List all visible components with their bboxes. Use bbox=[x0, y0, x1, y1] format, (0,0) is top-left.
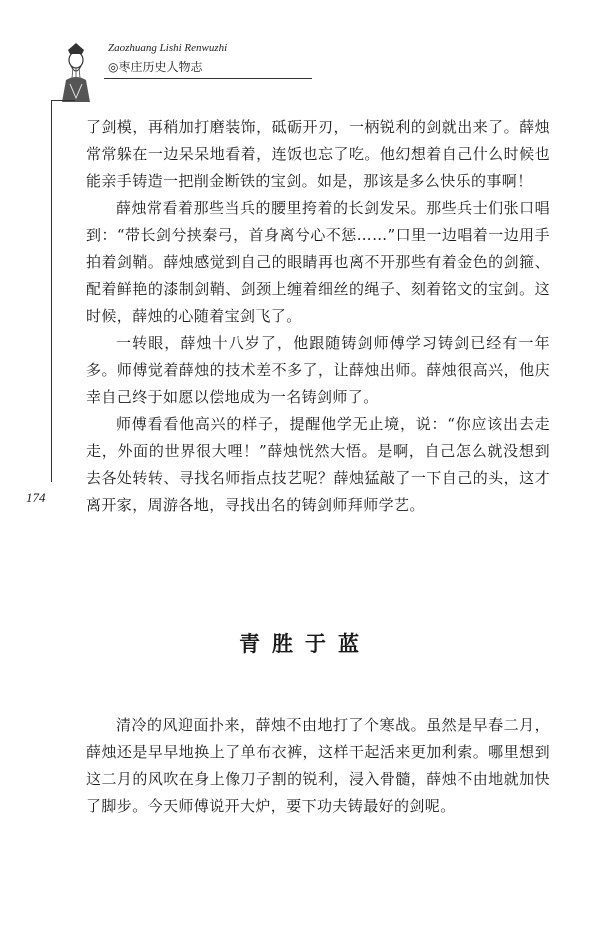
header-latin-title: Zaozhuang Lishi Renwuzhi bbox=[108, 42, 228, 54]
section-body-text bbox=[86, 712, 550, 820]
page-number: 174 bbox=[26, 490, 46, 505]
header-chinese-title: ◎枣庄历史人物志 bbox=[108, 60, 203, 74]
frame-top-rule bbox=[51, 100, 75, 101]
paragraph: 薛烛常看着那些当兵的腰里挎着的长剑发呆。那些兵士们张口唱到：“带长剑兮挟秦弓，首身离兮心不惩……”口里一边唱着一边用手拍着剑鞘。薛烛感觉到自己的眼睛再也离不开那些有着金色的剑箍、配着鲜艳的漆制剑鞘、剑颈上缠着细丝的绳子、刻着铭文的宝剑。这时候，薛烛的心随着宝剑飞了。 bbox=[86, 199, 550, 325]
paragraph: 师傅看看他高兴的样子，提醒他学无止境，说：“你应该出去走走，外面的世界很大哩！”薛烛恍然大悟。是啊，自己怎么就没想到去各处转转、寻找名师指点技艺呢？薛烛猛敲了一下自己的头，这才离开家，周游各地，寻找出名的铸剑师拜师学艺。 bbox=[86, 415, 550, 514]
paragraph: 一转眼，薛烛十八岁了，他跟随铸剑师傅学习铸剑已经有一年多。师傅觉着薛烛的技术差不多了，让薛烛出师。薛烛很高兴，他庆幸自己终于如愿以偿地成为一名铸剑师了。 bbox=[86, 334, 550, 406]
paragraph: 了剑模，再稍加打磨装饰，砥砺开刃，一柄锐利的剑就出来了。薛烛常常躲在一边呆呆地看着，连饭也忘了吃。他幻想着自己什么时候也能亲手铸造一把削金断铁的宝剑。如是，那该是多么快乐的事啊！ bbox=[86, 118, 550, 190]
section-title: 青胜于蓝 bbox=[239, 631, 371, 656]
scholar-portrait-icon bbox=[56, 40, 96, 102]
running-header bbox=[50, 36, 310, 106]
body-text bbox=[86, 114, 550, 519]
frame-left-rule bbox=[51, 100, 52, 482]
header-rule bbox=[104, 78, 312, 79]
paragraph: 清冷的风迎面扑来，薛烛不由地打了个寒战。虽然是早春二月，薛烛还是早早地换上了单布衣裤，这样干起活来更加利索。哪里想到这二月的风吹在身上像刀子割的锐利，浸入骨髓，薛烛不由地就加快了脚步。今天师傅说开大炉，要下功夫铸最好的剑呢。 bbox=[86, 716, 550, 815]
